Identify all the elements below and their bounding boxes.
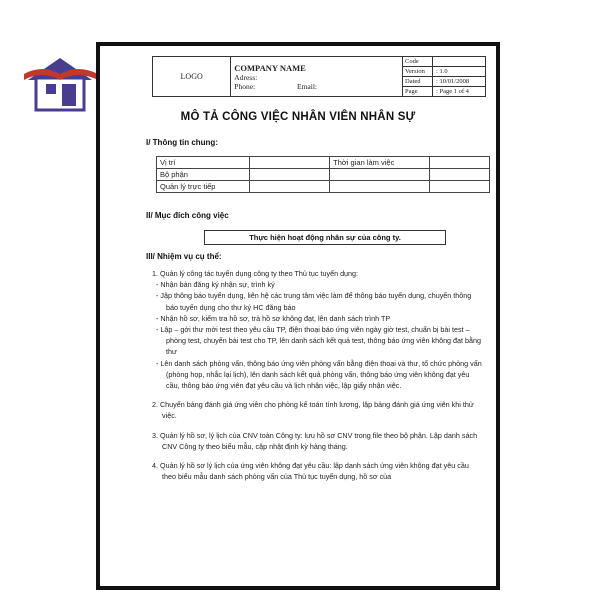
duty-item-4: 4. Quản lý hồ sơ lý lịch của ứng viên không đạt yêu cầu: lập danh sách ứng viên không đạt yêu cầu theo biểu mẫu danh sách phỏng vấn của Thủ tục tuyển dụng, hồ sơ của — [152, 461, 469, 482]
table-cell — [430, 181, 490, 193]
table-cell — [250, 181, 330, 193]
table-cell — [430, 157, 490, 169]
page-value: : Page 1 of 4 — [436, 88, 469, 95]
meta-cell — [403, 57, 486, 97]
duty-subitem: - Lên danh sách phỏng vấn, thông báo ứng viên phỏng vấn bằng điện thoại và thư, tổ chức phỏng vấn (phòng họp, nhắc lại lịch), lên danh sách kết quả phỏng vấn, thông báo ứng viên không đạt yêu cầu, thông báo ứng viên đạt yêu cầu và lịch nhận việc, lập giấy nhận việc. — [156, 358, 482, 391]
document-page — [100, 46, 496, 586]
purpose-box: Thực hiện hoạt động nhân sự của công ty. — [204, 230, 446, 245]
dated-value: : 10/01/2008 — [436, 78, 470, 85]
page-label: Page — [403, 87, 433, 96]
section2-heading: II/ Mục đích công việc — [146, 211, 229, 220]
table-cell — [250, 169, 330, 181]
company-cell — [231, 57, 403, 97]
version-label: Version — [403, 67, 433, 76]
duty-item-2: 2. Chuyển bảng đánh giá ứng viên cho phòng kế toán tính lương, lập bảng đánh giá ứng viên khi thử việc. — [152, 400, 474, 421]
table-cell: Vị trí — [157, 157, 250, 169]
meta-code-row — [403, 57, 485, 67]
duty-subitem: - Nhận hồ sơ, kiểm tra hồ sơ, trả hồ sơ không đạt, lên danh sách trình TP — [156, 313, 391, 323]
duty-subitem: - Nhận bản đăng ký nhận sự, trình ký — [156, 280, 275, 290]
general-info-table — [156, 156, 490, 193]
duty-item-1: 1. Quản lý công tác tuyển dụng công ty theo Thủ tục tuyển dụng: — [152, 269, 359, 278]
table-cell — [330, 169, 430, 181]
table-row — [157, 181, 490, 193]
duty-subitem: - Lập – gởi thư mời test theo yêu cầu TP, điện thoại báo ứng viên ngày giờ test, chuẩn bị bài test – phòng test, chuyển bài test cho TP, lên danh sách kết quả test, thông báo ứng viên không đạt bằng thư — [156, 325, 482, 357]
address-label: Adress: — [234, 72, 258, 82]
logo-cell: LOGO — [153, 57, 231, 97]
duties-list — [152, 268, 482, 482]
meta-page-row — [403, 87, 485, 96]
header-table — [152, 56, 486, 97]
table-row — [157, 169, 490, 181]
version-value: : 1.0 — [436, 68, 448, 75]
email-label: Email: — [297, 81, 317, 91]
code-label: Code — [403, 57, 433, 66]
table-cell: Bộ phận — [157, 169, 250, 181]
table-cell — [330, 181, 430, 193]
duty-item-3: 3. Quản lý hồ sơ, lý lịch của CNV toàn Công ty: lưu hồ sơ CNV trong file theo bộ phận. Lập danh sách CNV Công ty theo biểu mẫu, cập nhật định kỳ hàng tháng. — [152, 430, 478, 451]
duty-subitem: - Jập thông báo tuyển dụng, liên hệ các trung tâm việc làm để thông báo tuyển dụng, chuyển thông báo tuyển dụng cho thư ký HC đăng báo — [156, 291, 472, 312]
table-cell — [430, 169, 490, 181]
phone-label: Phone: — [234, 81, 256, 91]
meta-version-row — [403, 67, 485, 77]
document-title: MÔ TẢ CÔNG VIỆC NHÂN VIÊN NHÂN SỰ — [180, 111, 416, 123]
section3-heading: III/ Nhiệm vụ cụ thể: — [146, 252, 222, 261]
meta-dated-row — [403, 77, 485, 87]
table-row — [157, 157, 490, 169]
house-book-logo-icon — [22, 52, 102, 112]
table-cell — [250, 157, 330, 169]
document-frame — [96, 42, 500, 590]
phone-email-line — [234, 82, 399, 91]
table-cell: Thời gian làm việc — [330, 157, 430, 169]
section1-heading: I/ Thông tin chung: — [146, 138, 218, 147]
dated-label: Dated — [403, 77, 433, 86]
company-name: COMPANY NAME — [234, 62, 306, 73]
table-cell: Quản lý trực tiếp — [157, 181, 250, 193]
